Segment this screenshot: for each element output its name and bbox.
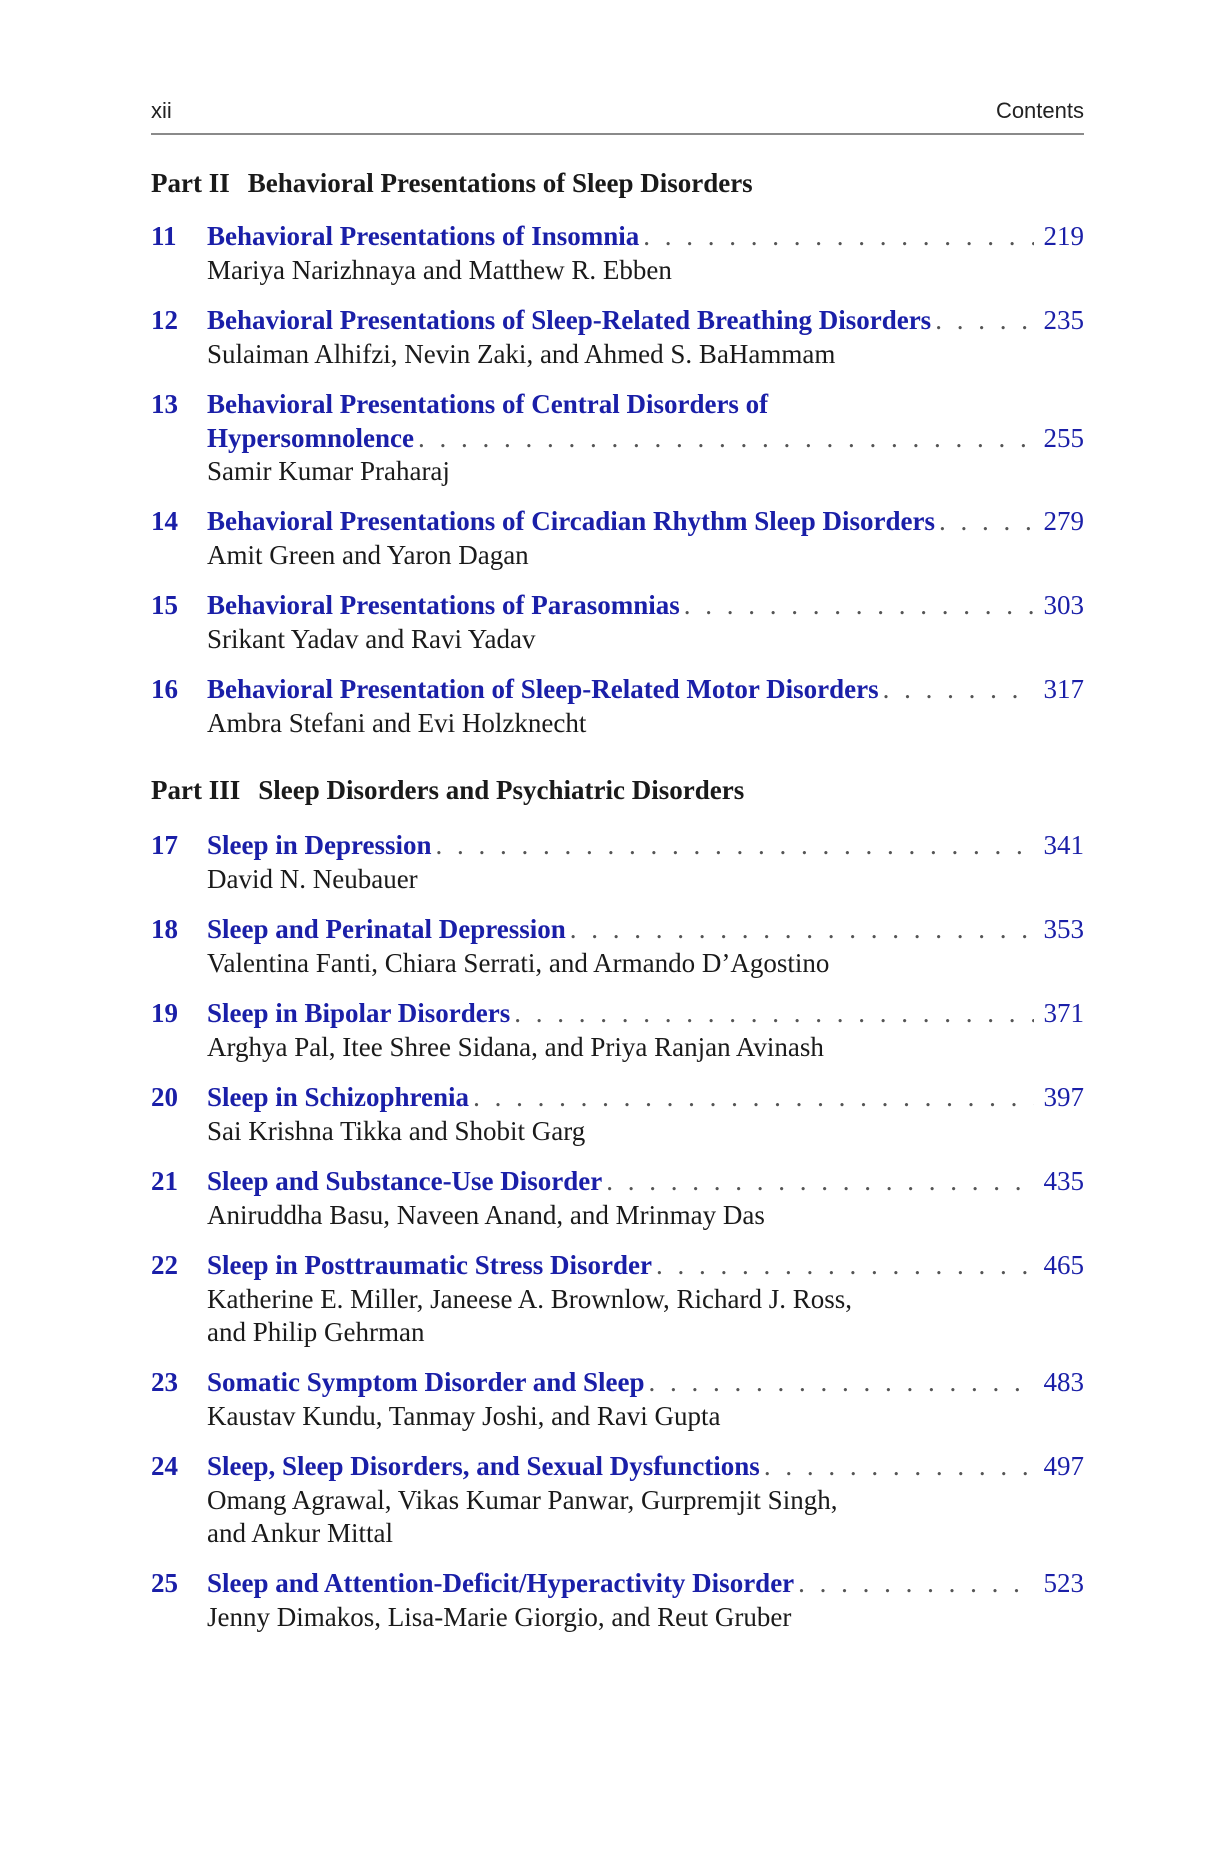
chapter-title-row [207, 220, 1084, 254]
chapter-number[interactable]: 16 [151, 674, 178, 704]
chapter-title-link[interactable]: Behavioral Presentations of Sleep-Related Breathing Disorders [207, 305, 932, 335]
chapter-number[interactable]: 23 [151, 1367, 178, 1397]
chapter-title-link[interactable]: Behavioral Presentations of Parasomnias [207, 590, 680, 620]
chapter-title-link[interactable]: Sleep and Substance-Use Disorder [207, 1166, 603, 1196]
leader-dots [798, 1567, 1034, 1601]
chapter-page-number[interactable]: 465 [1043, 1250, 1084, 1280]
chapter-page-number[interactable]: 341 [1043, 830, 1084, 860]
leader-dots [883, 673, 1034, 707]
chapter-title-link[interactable]: Sleep and Attention-Deficit/Hyperactivity Disorder [207, 1568, 795, 1598]
leader-dots [935, 304, 1034, 338]
chapter-title-row [207, 589, 1084, 623]
part-heading [151, 775, 744, 806]
chapter-title-link[interactable]: Behavioral Presentation of Sleep-Related Motor Disorders [207, 674, 879, 704]
leader-dots [606, 1165, 1034, 1199]
toc-entry[interactable] [151, 997, 1084, 1064]
running-head [151, 98, 1084, 128]
chapter-page-number[interactable]: 397 [1043, 1082, 1084, 1112]
chapter-authors: and Philip Gehrman [207, 1317, 425, 1347]
chapter-body [207, 589, 1084, 656]
chapter-authors: Ambra Stefani and Evi Holzknecht [207, 707, 587, 738]
toc-entry[interactable] [151, 388, 1084, 489]
chapter-body [207, 1249, 1084, 1350]
chapter-authors: Sai Krishna Tikka and Shobit Garg [207, 1115, 586, 1146]
page-folio: xii [151, 98, 172, 123]
toc-entry[interactable] [151, 1249, 1084, 1350]
toc-entry[interactable] [151, 1567, 1084, 1634]
toc-entry[interactable] [151, 220, 1084, 287]
chapter-body [207, 1165, 1084, 1232]
toc-entry[interactable] [151, 1450, 1084, 1551]
toc-entry[interactable] [151, 1165, 1084, 1232]
chapter-page-number[interactable]: 279 [1043, 506, 1084, 536]
chapter-authors: Sulaiman Alhifzi, Nevin Zaki, and Ahmed S. BaHammam [207, 338, 836, 369]
chapter-authors: Samir Kumar Praharaj [207, 456, 450, 486]
toc-entry[interactable] [151, 913, 1084, 980]
header-rule [151, 133, 1084, 135]
chapter-number[interactable]: 12 [151, 305, 178, 335]
chapter-page-number[interactable]: 353 [1043, 914, 1084, 944]
chapter-body [207, 913, 1084, 980]
chapter-title-link[interactable]: Sleep and Perinatal Depression [207, 914, 566, 944]
part-title: Behavioral Presentations of Sleep Disorders [247, 168, 753, 198]
chapter-number[interactable]: 22 [151, 1250, 178, 1280]
toc-entry[interactable] [151, 1366, 1084, 1433]
chapter-title-row [207, 673, 1084, 707]
chapter-authors: Srikant Yadav and Ravi Yadav [207, 623, 536, 654]
chapter-authors: Kaustav Kundu, Tanmay Joshi, and Ravi Gupta [207, 1400, 721, 1431]
toc-entry[interactable] [151, 1081, 1084, 1148]
chapter-title-row [207, 1249, 1084, 1283]
chapter-body [207, 220, 1084, 287]
chapter-authors: Jenny Dimakos, Lisa-Marie Giorgio, and Reut Gruber [207, 1601, 792, 1632]
chapter-body [207, 1081, 1084, 1148]
chapter-title-row [207, 422, 1084, 456]
toc-entry[interactable] [151, 304, 1084, 371]
chapter-title-link[interactable]: Sleep, Sleep Disorders, and Sexual Dysfunctions [207, 1451, 760, 1481]
chapter-authors: Aniruddha Basu, Naveen Anand, and Mrinmay Das [207, 1199, 765, 1230]
chapter-authors: David N. Neubauer [207, 863, 418, 894]
chapter-title-row [207, 1165, 1084, 1199]
part-label: Part II [151, 168, 230, 198]
chapter-body [207, 829, 1084, 896]
chapter-body [207, 673, 1084, 740]
chapter-authors: Mariya Narizhnaya and Matthew R. Ebben [207, 254, 672, 285]
page [151, 0, 1084, 1851]
chapter-number[interactable]: 15 [151, 590, 178, 620]
chapter-number[interactable]: 20 [151, 1082, 178, 1112]
part-title: Sleep Disorders and Psychiatric Disorders [258, 775, 745, 805]
chapter-number[interactable]: 24 [151, 1451, 178, 1481]
chapter-title-link[interactable]: Sleep in Bipolar Disorders [207, 998, 511, 1028]
chapter-page-number[interactable]: 235 [1043, 305, 1084, 335]
chapter-title-link[interactable]: Sleep in Posttraumatic Stress Disorder [207, 1250, 652, 1280]
chapter-authors: Valentina Fanti, Chiara Serrati, and Armando D’Agostino [207, 947, 830, 978]
chapter-page-number[interactable]: 303 [1043, 590, 1084, 620]
leader-dots [514, 997, 1034, 1031]
toc-entry[interactable] [151, 829, 1084, 896]
chapter-body [207, 388, 1084, 489]
chapter-number[interactable]: 17 [151, 830, 178, 860]
leader-dots [684, 589, 1034, 623]
chapter-title-link[interactable]: Sleep in Depression [207, 830, 432, 860]
chapter-title-row [207, 505, 1084, 539]
leader-dots [570, 913, 1034, 947]
chapter-body [207, 997, 1084, 1064]
chapter-authors: Katherine E. Miller, Janeese A. Brownlow, Richard J. Ross, [207, 1283, 853, 1314]
chapter-number[interactable]: 14 [151, 506, 178, 536]
chapter-title-row [207, 1450, 1084, 1484]
chapter-title-row [207, 1567, 1084, 1601]
chapter-title-link[interactable]: Behavioral Presentations of Circadian Rhythm Sleep Disorders [207, 506, 935, 536]
chapter-title-link[interactable]: Behavioral Presentations of Insomnia [207, 221, 640, 251]
chapter-body [207, 1567, 1084, 1634]
chapter-title-line[interactable]: Behavioral Presentations of Central Disorders of [207, 389, 769, 419]
chapter-title-link[interactable]: Sleep in Schizophrenia [207, 1082, 470, 1112]
chapter-page-number[interactable]: 435 [1043, 1166, 1084, 1196]
chapter-number[interactable]: 13 [151, 389, 178, 419]
chapter-body [207, 1450, 1084, 1551]
leader-dots [473, 1081, 1034, 1115]
chapter-page-number[interactable]: 219 [1043, 221, 1084, 251]
chapter-page-number[interactable]: 483 [1043, 1367, 1084, 1397]
toc-entry[interactable] [151, 589, 1084, 656]
chapter-page-number[interactable]: 497 [1043, 1451, 1084, 1481]
chapter-page-number[interactable]: 523 [1043, 1568, 1084, 1598]
leader-dots [764, 1450, 1034, 1484]
chapter-title-row [207, 913, 1084, 947]
leader-dots [656, 1249, 1034, 1283]
chapter-body [207, 505, 1084, 572]
leader-dots [436, 829, 1034, 863]
leader-dots [418, 422, 1034, 456]
chapter-title-link[interactable]: Hypersomnolence [207, 422, 414, 453]
chapter-title-row [207, 1366, 1084, 1400]
toc-entry[interactable] [151, 673, 1084, 740]
chapter-body [207, 304, 1084, 371]
chapter-title-row [207, 997, 1084, 1031]
chapter-number[interactable]: 18 [151, 914, 178, 944]
chapter-authors: Arghya Pal, Itee Shree Sidana, and Priya Ranjan Avinash [207, 1031, 824, 1062]
chapter-title-row [207, 304, 1084, 338]
chapter-authors: and Ankur Mittal [207, 1518, 393, 1548]
chapter-body [207, 1366, 1084, 1433]
chapter-page-number[interactable]: 255 [1043, 422, 1084, 453]
chapter-title-link[interactable]: Somatic Symptom Disorder and Sleep [207, 1367, 645, 1397]
chapter-page-number[interactable]: 317 [1043, 674, 1084, 704]
chapter-number[interactable]: 21 [151, 1166, 178, 1196]
leader-dots [649, 1366, 1034, 1400]
chapter-page-number[interactable]: 371 [1043, 998, 1084, 1028]
chapter-number[interactable]: 25 [151, 1568, 178, 1598]
part-label: Part III [151, 775, 241, 805]
leader-dots [643, 220, 1034, 254]
chapter-number[interactable]: 11 [151, 221, 177, 251]
chapter-authors: Omang Agrawal, Vikas Kumar Panwar, Gurpremjit Singh, [207, 1484, 838, 1515]
part-heading [151, 168, 753, 199]
chapter-title-row [207, 1081, 1084, 1115]
running-head-section: Contents [995, 98, 1084, 123]
toc-entry[interactable] [151, 505, 1084, 572]
leader-dots [939, 505, 1034, 539]
chapter-authors: Amit Green and Yaron Dagan [207, 539, 529, 570]
chapter-title-row [207, 829, 1084, 863]
chapter-number[interactable]: 19 [151, 998, 178, 1028]
